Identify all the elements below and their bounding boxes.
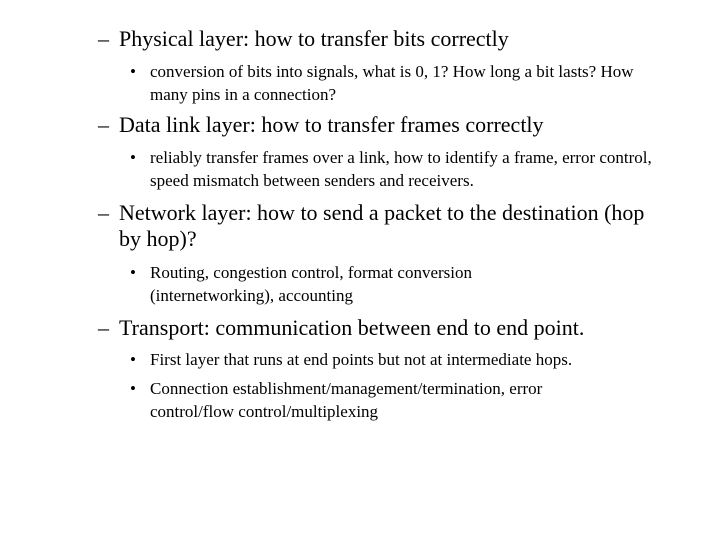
sub-list-item [130,348,690,371]
bullet-marker: • [130,62,136,81]
list-item-text: Transport: communication between end to end point. [119,315,585,340]
list-item-data-link-layer [98,112,698,138]
list-item-text: Data link layer: how to transfer frames correctly [119,112,544,137]
dash-marker: – [98,200,109,225]
sub-list-item-text: Connection establishment/management/termination, error control/flow control/multiplexing [150,379,543,421]
sub-list-item-text: First layer that runs at end points but not at intermediate hops. [150,350,573,369]
list-item-text: Network layer: how to send a packet to the destination (hop by hop)? [119,200,645,251]
sub-list-item-text: Routing, congestion control, format conversion (internetworking), accounting [150,263,472,305]
dash-marker: – [98,112,109,137]
sub-list-item-text: conversion of bits into signals, what is 0, 1? How long a bit lasts? How many pins in a connection? [150,62,634,104]
sub-list-item [130,60,640,106]
sub-list-item-text: reliably transfer frames over a link, how to identify a frame, error control, speed mismatch between senders and receivers. [150,148,652,190]
dash-marker: – [98,315,109,340]
sub-list-item [130,261,550,307]
list-item-text: Physical layer: how to transfer bits correctly [119,26,509,51]
dash-marker: – [98,26,109,51]
sub-list-item [130,377,630,423]
bullet-marker: • [130,379,136,398]
list-item-network-layer [98,200,658,252]
sub-list-item [130,146,690,192]
bullet-marker: • [130,148,136,167]
list-item-physical-layer [98,26,698,52]
bullet-marker: • [130,263,136,282]
bullet-marker: • [130,350,136,369]
list-item-transport-layer [98,315,698,341]
